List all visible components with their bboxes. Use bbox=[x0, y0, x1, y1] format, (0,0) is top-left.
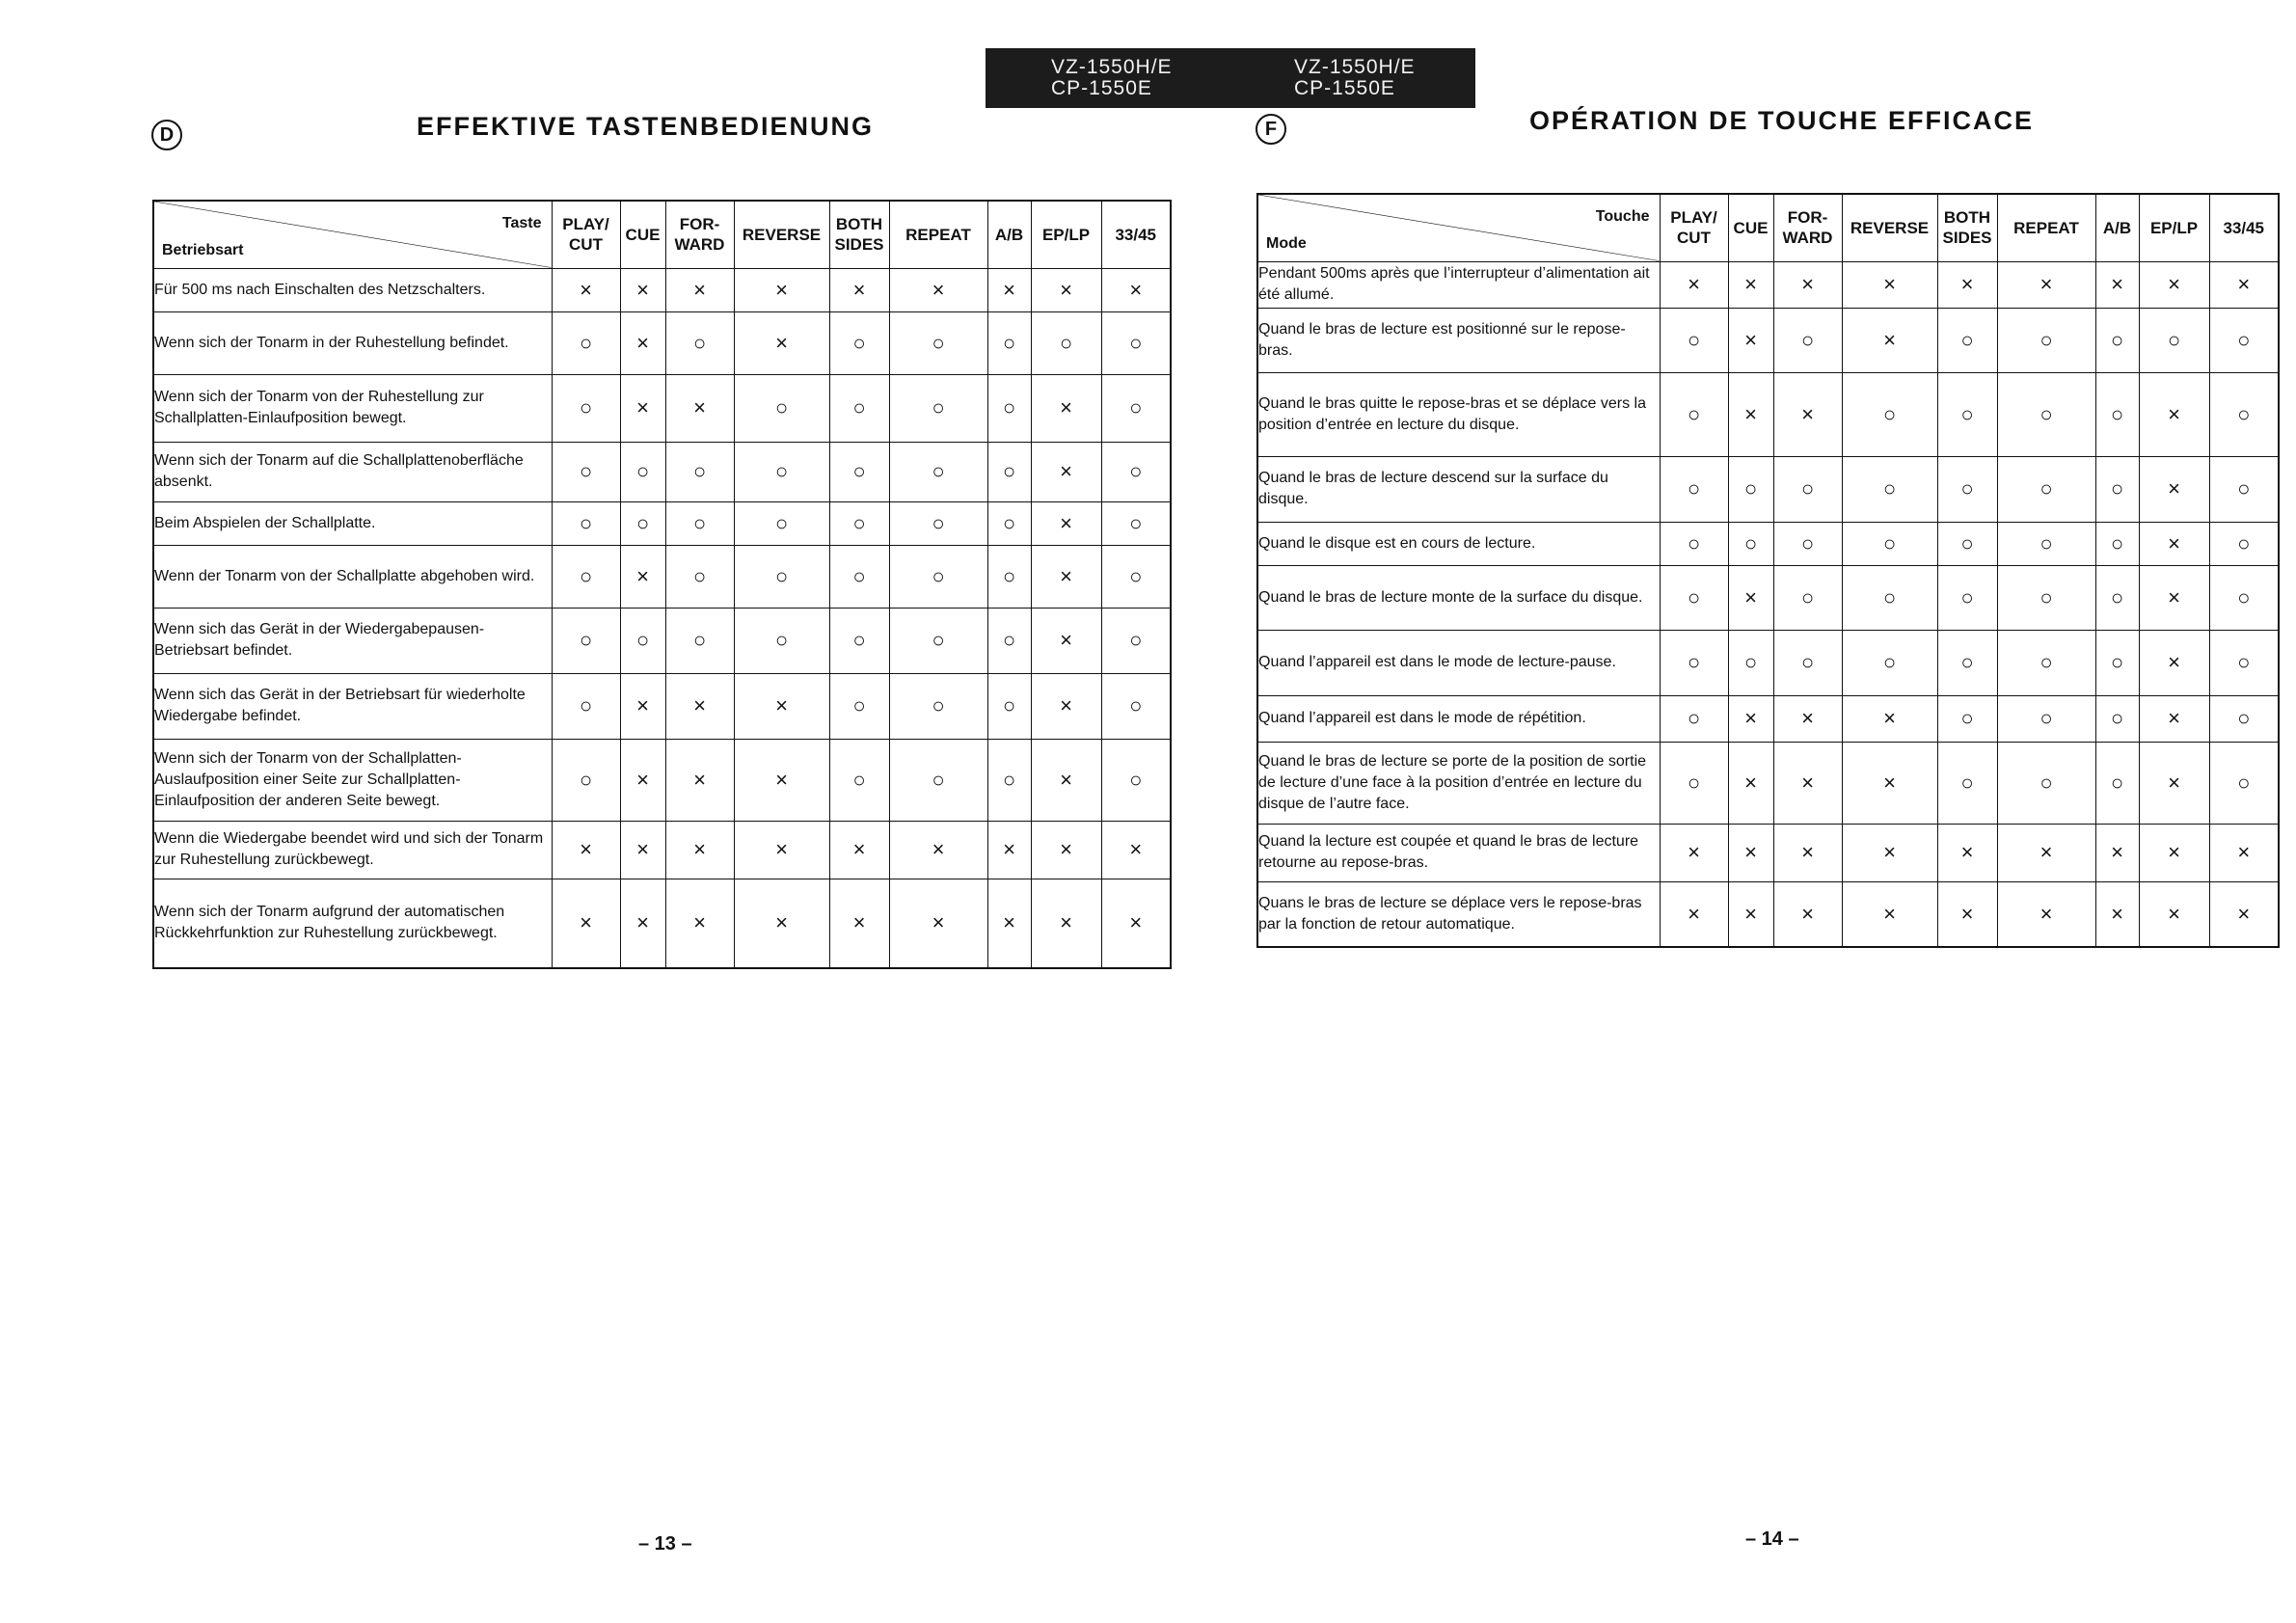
disabled-mark: × bbox=[2139, 881, 2209, 947]
disabled-mark: × bbox=[1728, 372, 1773, 456]
disabled-mark: × bbox=[1660, 824, 1728, 881]
disabled-mark: × bbox=[1842, 695, 1937, 742]
column-header: REVERSE bbox=[734, 201, 829, 268]
disabled-mark: × bbox=[2139, 522, 2209, 565]
enabled-mark: ○ bbox=[665, 545, 734, 608]
disabled-mark: × bbox=[620, 268, 665, 311]
table-corner-cell bbox=[153, 201, 552, 268]
enabled-mark: ○ bbox=[1101, 442, 1171, 501]
condition-cell: Quand le bras de lecture est positionné sur le repose-bras. bbox=[1257, 308, 1660, 372]
condition-cell: Pendant 500ms après que l’interrupteur d’alimentation ait été allumé. bbox=[1257, 261, 1660, 308]
table-corner-cell bbox=[1257, 194, 1660, 261]
disabled-mark: × bbox=[552, 268, 620, 311]
enabled-mark: ○ bbox=[1773, 565, 1842, 630]
enabled-mark: ○ bbox=[1660, 630, 1728, 695]
disabled-mark: × bbox=[2139, 742, 2209, 824]
disabled-mark: × bbox=[2139, 372, 2209, 456]
disabled-mark: × bbox=[1773, 261, 1842, 308]
disabled-mark: × bbox=[552, 821, 620, 879]
table-row bbox=[153, 374, 1171, 442]
condition-cell: Wenn die Wiedergabe beendet wird und sich der Tonarm zur Ruhestellung zurückbewegt. bbox=[153, 821, 552, 879]
left-model-label: VZ-1550H/E CP-1550E bbox=[1051, 56, 1173, 99]
enabled-mark: ○ bbox=[1997, 695, 2095, 742]
enabled-mark: ○ bbox=[1937, 308, 1997, 372]
enabled-mark: ○ bbox=[1842, 630, 1937, 695]
disabled-mark: × bbox=[1031, 608, 1101, 673]
enabled-mark: ○ bbox=[1997, 372, 2095, 456]
enabled-mark: ○ bbox=[665, 442, 734, 501]
disabled-mark: × bbox=[2209, 881, 2279, 947]
disabled-mark: × bbox=[734, 673, 829, 739]
enabled-mark: ○ bbox=[2209, 522, 2279, 565]
disabled-mark: × bbox=[1728, 308, 1773, 372]
disabled-mark: × bbox=[620, 374, 665, 442]
enabled-mark: ○ bbox=[1101, 501, 1171, 545]
disabled-mark: × bbox=[665, 374, 734, 442]
disabled-mark: × bbox=[552, 879, 620, 968]
enabled-mark: ○ bbox=[2209, 565, 2279, 630]
disabled-mark: × bbox=[1842, 261, 1937, 308]
disabled-mark: × bbox=[1101, 268, 1171, 311]
enabled-mark: ○ bbox=[1101, 374, 1171, 442]
disabled-mark: × bbox=[1773, 742, 1842, 824]
disabled-mark: × bbox=[620, 673, 665, 739]
enabled-mark: ○ bbox=[987, 442, 1031, 501]
enabled-mark: ○ bbox=[1773, 630, 1842, 695]
column-header: CUE bbox=[620, 201, 665, 268]
disabled-mark: × bbox=[1997, 261, 2095, 308]
column-header: 33/45 bbox=[1101, 201, 1171, 268]
enabled-mark: ○ bbox=[1660, 308, 1728, 372]
condition-cell: Wenn der Tonarm von der Schallplatte abgehoben wird. bbox=[153, 545, 552, 608]
disabled-mark: × bbox=[1842, 824, 1937, 881]
table-row bbox=[153, 821, 1171, 879]
enabled-mark: ○ bbox=[2209, 456, 2279, 522]
disabled-mark: × bbox=[2139, 695, 2209, 742]
enabled-mark: ○ bbox=[552, 739, 620, 821]
disabled-mark: × bbox=[1660, 881, 1728, 947]
disabled-mark: × bbox=[1842, 742, 1937, 824]
enabled-mark: ○ bbox=[2095, 630, 2139, 695]
condition-cell: Quand le disque est en cours de lecture. bbox=[1257, 522, 1660, 565]
enabled-mark: ○ bbox=[987, 374, 1031, 442]
column-header: REVERSE bbox=[1842, 194, 1937, 261]
disabled-mark: × bbox=[2209, 261, 2279, 308]
enabled-mark: ○ bbox=[1997, 308, 2095, 372]
enabled-mark: ○ bbox=[2209, 630, 2279, 695]
disabled-mark: × bbox=[1773, 372, 1842, 456]
enabled-mark: ○ bbox=[620, 608, 665, 673]
enabled-mark: ○ bbox=[987, 501, 1031, 545]
condition-cell: Wenn sich der Tonarm in der Ruhestellung befindet. bbox=[153, 311, 552, 374]
column-header: CUE bbox=[1728, 194, 1773, 261]
disabled-mark: × bbox=[620, 311, 665, 374]
enabled-mark: ○ bbox=[1660, 565, 1728, 630]
enabled-mark: ○ bbox=[889, 608, 987, 673]
enabled-mark: ○ bbox=[1031, 311, 1101, 374]
enabled-mark: ○ bbox=[987, 673, 1031, 739]
disabled-mark: × bbox=[1728, 565, 1773, 630]
condition-cell: Quans le bras de lecture se déplace vers le repose-bras par la fonction de retour automatique. bbox=[1257, 881, 1660, 947]
enabled-mark: ○ bbox=[1997, 742, 2095, 824]
disabled-mark: × bbox=[1728, 824, 1773, 881]
disabled-mark: × bbox=[1031, 268, 1101, 311]
enabled-mark: ○ bbox=[987, 739, 1031, 821]
disabled-mark: × bbox=[1937, 881, 1997, 947]
condition-cell: Beim Abspielen der Schallplatte. bbox=[153, 501, 552, 545]
enabled-mark: ○ bbox=[665, 311, 734, 374]
enabled-mark: ○ bbox=[829, 608, 889, 673]
condition-cell: Wenn sich der Tonarm von der Schallplatten-Auslaufposition einer Seite zur Schallplatten-Einlaufposition der anderen Seite bewegt. bbox=[153, 739, 552, 821]
column-header: EP/LP bbox=[2139, 194, 2209, 261]
left-page-title: EFFEKTIVE TASTENBEDIENUNG bbox=[417, 112, 875, 141]
enabled-mark: ○ bbox=[552, 608, 620, 673]
enabled-mark: ○ bbox=[829, 501, 889, 545]
enabled-mark: ○ bbox=[2209, 742, 2279, 824]
enabled-mark: ○ bbox=[552, 501, 620, 545]
enabled-mark: ○ bbox=[1937, 630, 1997, 695]
column-header: REPEAT bbox=[1997, 194, 2095, 261]
enabled-mark: ○ bbox=[620, 501, 665, 545]
disabled-mark: × bbox=[889, 268, 987, 311]
disabled-mark: × bbox=[1728, 742, 1773, 824]
disabled-mark: × bbox=[829, 821, 889, 879]
disabled-mark: × bbox=[734, 739, 829, 821]
condition-cell: Wenn sich der Tonarm aufgrund der automatischen Rückkehrfunktion zur Ruhestellung zurückbewegt. bbox=[153, 879, 552, 968]
enabled-mark: ○ bbox=[734, 545, 829, 608]
disabled-mark: × bbox=[987, 268, 1031, 311]
key-header-label: Taste bbox=[501, 215, 542, 231]
table-row bbox=[1257, 308, 2279, 372]
enabled-mark: ○ bbox=[1660, 742, 1728, 824]
disabled-mark: × bbox=[2139, 456, 2209, 522]
disabled-mark: × bbox=[734, 311, 829, 374]
table-row bbox=[1257, 372, 2279, 456]
condition-cell: Quand l’appareil est dans le mode de répétition. bbox=[1257, 695, 1660, 742]
key-header-label: Touche bbox=[1595, 208, 1650, 225]
disabled-mark: × bbox=[1937, 261, 1997, 308]
right-operation-table bbox=[1256, 193, 2280, 948]
enabled-mark: ○ bbox=[734, 608, 829, 673]
condition-cell: Quand le bras de lecture monte de la surface du disque. bbox=[1257, 565, 1660, 630]
column-header: A/B bbox=[2095, 194, 2139, 261]
disabled-mark: × bbox=[829, 268, 889, 311]
enabled-mark: ○ bbox=[987, 545, 1031, 608]
disabled-mark: × bbox=[2139, 824, 2209, 881]
condition-cell: Wenn sich der Tonarm auf die Schallplattenoberfläche absenkt. bbox=[153, 442, 552, 501]
disabled-mark: × bbox=[665, 821, 734, 879]
disabled-mark: × bbox=[1031, 374, 1101, 442]
german-language-badge: D bbox=[151, 120, 182, 150]
disabled-mark: × bbox=[2095, 824, 2139, 881]
enabled-mark: ○ bbox=[889, 374, 987, 442]
enabled-mark: ○ bbox=[1937, 372, 1997, 456]
disabled-mark: × bbox=[665, 673, 734, 739]
disabled-mark: × bbox=[1773, 695, 1842, 742]
condition-cell: Wenn sich der Tonarm von der Ruhestellung zur Schallplatten-Einlaufposition bewegt. bbox=[153, 374, 552, 442]
table-row bbox=[1257, 824, 2279, 881]
enabled-mark: ○ bbox=[2095, 308, 2139, 372]
disabled-mark: × bbox=[2139, 565, 2209, 630]
enabled-mark: ○ bbox=[1660, 695, 1728, 742]
disabled-mark: × bbox=[620, 879, 665, 968]
disabled-mark: × bbox=[2095, 881, 2139, 947]
enabled-mark: ○ bbox=[1728, 456, 1773, 522]
column-header: FOR- WARD bbox=[665, 201, 734, 268]
enabled-mark: ○ bbox=[2095, 695, 2139, 742]
enabled-mark: ○ bbox=[1842, 372, 1937, 456]
column-header: PLAY/ CUT bbox=[552, 201, 620, 268]
enabled-mark: ○ bbox=[1101, 311, 1171, 374]
mode-header-label: Mode bbox=[1266, 234, 1307, 252]
enabled-mark: ○ bbox=[2139, 308, 2209, 372]
enabled-mark: ○ bbox=[1997, 565, 2095, 630]
disabled-mark: × bbox=[1031, 739, 1101, 821]
table-row bbox=[1257, 695, 2279, 742]
enabled-mark: ○ bbox=[1997, 522, 2095, 565]
enabled-mark: ○ bbox=[889, 673, 987, 739]
enabled-mark: ○ bbox=[829, 673, 889, 739]
right-model-label: VZ-1550H/E CP-1550E bbox=[1294, 56, 1416, 99]
table-header-row bbox=[153, 201, 1171, 268]
enabled-mark: ○ bbox=[1773, 456, 1842, 522]
disabled-mark: × bbox=[1842, 881, 1937, 947]
disabled-mark: × bbox=[1101, 879, 1171, 968]
enabled-mark: ○ bbox=[889, 311, 987, 374]
disabled-mark: × bbox=[1842, 308, 1937, 372]
disabled-mark: × bbox=[2139, 630, 2209, 695]
disabled-mark: × bbox=[620, 739, 665, 821]
table-row bbox=[1257, 261, 2279, 308]
enabled-mark: ○ bbox=[1842, 456, 1937, 522]
enabled-mark: ○ bbox=[552, 545, 620, 608]
disabled-mark: × bbox=[734, 879, 829, 968]
right-page-title: OPÉRATION DE TOUCHE EFFICACE bbox=[1529, 106, 2035, 135]
disabled-mark: × bbox=[1773, 824, 1842, 881]
enabled-mark: ○ bbox=[552, 374, 620, 442]
table-row bbox=[1257, 522, 2279, 565]
enabled-mark: ○ bbox=[734, 501, 829, 545]
enabled-mark: ○ bbox=[1773, 308, 1842, 372]
table-row bbox=[153, 442, 1171, 501]
enabled-mark: ○ bbox=[829, 442, 889, 501]
disabled-mark: × bbox=[1031, 821, 1101, 879]
disabled-mark: × bbox=[1660, 261, 1728, 308]
disabled-mark: × bbox=[620, 545, 665, 608]
enabled-mark: ○ bbox=[1842, 565, 1937, 630]
enabled-mark: ○ bbox=[1101, 739, 1171, 821]
disabled-mark: × bbox=[889, 879, 987, 968]
enabled-mark: ○ bbox=[987, 608, 1031, 673]
disabled-mark: × bbox=[2139, 261, 2209, 308]
disabled-mark: × bbox=[1728, 695, 1773, 742]
enabled-mark: ○ bbox=[2095, 456, 2139, 522]
disabled-mark: × bbox=[1773, 881, 1842, 947]
enabled-mark: ○ bbox=[1937, 565, 1997, 630]
enabled-mark: ○ bbox=[1842, 522, 1937, 565]
condition-cell: Quand le bras quitte le repose-bras et se déplace vers la position d’entrée en lecture du disque. bbox=[1257, 372, 1660, 456]
enabled-mark: ○ bbox=[665, 608, 734, 673]
disabled-mark: × bbox=[620, 821, 665, 879]
disabled-mark: × bbox=[1937, 824, 1997, 881]
enabled-mark: ○ bbox=[1728, 630, 1773, 695]
enabled-mark: ○ bbox=[987, 311, 1031, 374]
table-row bbox=[153, 879, 1171, 968]
enabled-mark: ○ bbox=[552, 311, 620, 374]
table-row bbox=[153, 739, 1171, 821]
table-header-row bbox=[1257, 194, 2279, 261]
enabled-mark: ○ bbox=[1101, 608, 1171, 673]
left-operation-table bbox=[152, 200, 1172, 969]
disabled-mark: × bbox=[1031, 501, 1101, 545]
column-header: PLAY/ CUT bbox=[1660, 194, 1728, 261]
enabled-mark: ○ bbox=[1660, 522, 1728, 565]
enabled-mark: ○ bbox=[734, 442, 829, 501]
enabled-mark: ○ bbox=[1660, 456, 1728, 522]
condition-cell: Quand la lecture est coupée et quand le bras de lecture retourne au repose-bras. bbox=[1257, 824, 1660, 881]
enabled-mark: ○ bbox=[1997, 630, 2095, 695]
enabled-mark: ○ bbox=[552, 673, 620, 739]
disabled-mark: × bbox=[1728, 881, 1773, 947]
enabled-mark: ○ bbox=[1728, 522, 1773, 565]
mode-header-label: Betriebsart bbox=[162, 241, 244, 258]
condition-cell: Quand l’appareil est dans le mode de lecture-pause. bbox=[1257, 630, 1660, 695]
disabled-mark: × bbox=[734, 268, 829, 311]
enabled-mark: ○ bbox=[1937, 456, 1997, 522]
disabled-mark: × bbox=[1997, 881, 2095, 947]
enabled-mark: ○ bbox=[2095, 565, 2139, 630]
column-header: FOR- WARD bbox=[1773, 194, 1842, 261]
french-language-badge: F bbox=[1256, 114, 1286, 145]
column-header: A/B bbox=[987, 201, 1031, 268]
left-page-number: – 13 – bbox=[638, 1533, 692, 1555]
enabled-mark: ○ bbox=[889, 739, 987, 821]
column-header: REPEAT bbox=[889, 201, 987, 268]
disabled-mark: × bbox=[1031, 879, 1101, 968]
enabled-mark: ○ bbox=[2209, 308, 2279, 372]
table-row bbox=[153, 501, 1171, 545]
enabled-mark: ○ bbox=[665, 501, 734, 545]
disabled-mark: × bbox=[665, 739, 734, 821]
table-row bbox=[1257, 881, 2279, 947]
table-row bbox=[153, 311, 1171, 374]
right-page-number: – 14 – bbox=[1745, 1528, 1799, 1550]
disabled-mark: × bbox=[889, 821, 987, 879]
enabled-mark: ○ bbox=[829, 311, 889, 374]
enabled-mark: ○ bbox=[2209, 695, 2279, 742]
enabled-mark: ○ bbox=[1937, 522, 1997, 565]
column-header: EP/LP bbox=[1031, 201, 1101, 268]
enabled-mark: ○ bbox=[829, 545, 889, 608]
disabled-mark: × bbox=[2095, 261, 2139, 308]
enabled-mark: ○ bbox=[889, 545, 987, 608]
condition-cell: Für 500 ms nach Einschalten des Netzschalters. bbox=[153, 268, 552, 311]
enabled-mark: ○ bbox=[1773, 522, 1842, 565]
table-row bbox=[1257, 742, 2279, 824]
condition-cell: Wenn sich das Gerät in der Wiedergabepausen-Betriebsart befindet. bbox=[153, 608, 552, 673]
disabled-mark: × bbox=[1031, 673, 1101, 739]
condition-cell: Quand le bras de lecture se porte de la position de sortie de lecture d’une face à la position d’entrée en lecture du disque de l’autre face. bbox=[1257, 742, 1660, 824]
enabled-mark: ○ bbox=[1937, 742, 1997, 824]
table-row bbox=[153, 673, 1171, 739]
condition-cell: Wenn sich das Gerät in der Betriebsart für wiederholte Wiedergabe befindet. bbox=[153, 673, 552, 739]
table-row bbox=[153, 608, 1171, 673]
enabled-mark: ○ bbox=[829, 374, 889, 442]
disabled-mark: × bbox=[1031, 442, 1101, 501]
enabled-mark: ○ bbox=[1101, 545, 1171, 608]
enabled-mark: ○ bbox=[889, 501, 987, 545]
enabled-mark: ○ bbox=[1997, 456, 2095, 522]
enabled-mark: ○ bbox=[734, 374, 829, 442]
enabled-mark: ○ bbox=[2095, 372, 2139, 456]
table-row bbox=[1257, 630, 2279, 695]
disabled-mark: × bbox=[987, 821, 1031, 879]
model-banner bbox=[986, 48, 1475, 108]
table-row bbox=[1257, 456, 2279, 522]
column-header: BOTH SIDES bbox=[829, 201, 889, 268]
enabled-mark: ○ bbox=[2095, 742, 2139, 824]
disabled-mark: × bbox=[1031, 545, 1101, 608]
enabled-mark: ○ bbox=[2095, 522, 2139, 565]
table-row bbox=[153, 268, 1171, 311]
disabled-mark: × bbox=[829, 879, 889, 968]
disabled-mark: × bbox=[665, 268, 734, 311]
disabled-mark: × bbox=[734, 821, 829, 879]
disabled-mark: × bbox=[1101, 821, 1171, 879]
condition-cell: Quand le bras de lecture descend sur la surface du disque. bbox=[1257, 456, 1660, 522]
enabled-mark: ○ bbox=[552, 442, 620, 501]
disabled-mark: × bbox=[665, 879, 734, 968]
disabled-mark: × bbox=[987, 879, 1031, 968]
enabled-mark: ○ bbox=[2209, 372, 2279, 456]
disabled-mark: × bbox=[1997, 824, 2095, 881]
disabled-mark: × bbox=[1728, 261, 1773, 308]
enabled-mark: ○ bbox=[1937, 695, 1997, 742]
enabled-mark: ○ bbox=[889, 442, 987, 501]
enabled-mark: ○ bbox=[1660, 372, 1728, 456]
column-header: BOTH SIDES bbox=[1937, 194, 1997, 261]
disabled-mark: × bbox=[2209, 824, 2279, 881]
column-header: 33/45 bbox=[2209, 194, 2279, 261]
table-row bbox=[153, 545, 1171, 608]
table-row bbox=[1257, 565, 2279, 630]
enabled-mark: ○ bbox=[1101, 673, 1171, 739]
enabled-mark: ○ bbox=[620, 442, 665, 501]
enabled-mark: ○ bbox=[829, 739, 889, 821]
